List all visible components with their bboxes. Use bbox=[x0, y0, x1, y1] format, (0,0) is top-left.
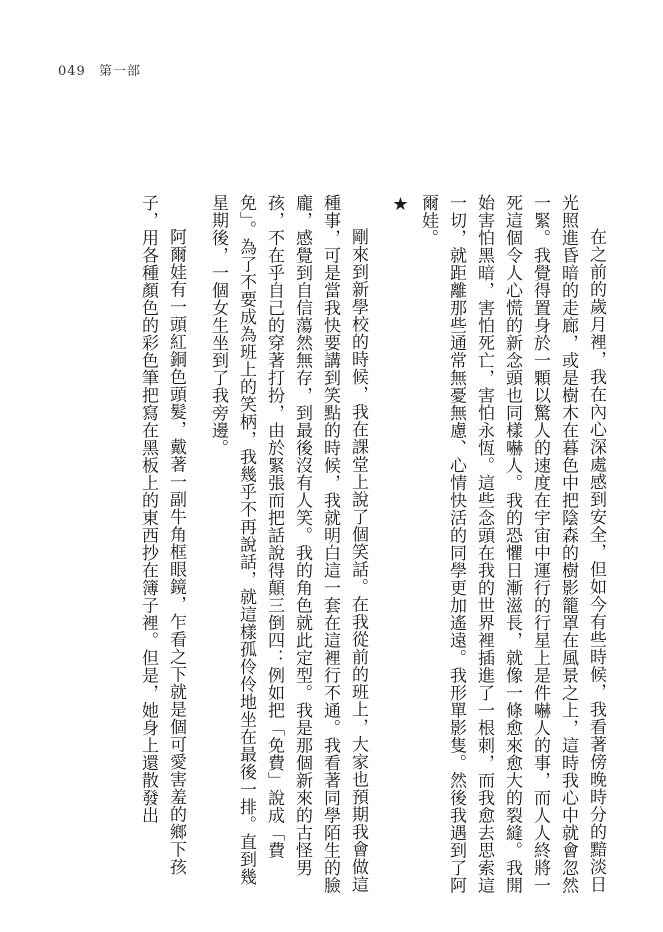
vertical-body-text bbox=[70, 194, 610, 894]
paragraph-2: 剛來到新學校的時候，我在課堂上說了個笑話。在我從前的班上，大家也預期我會做這種事，可是當我快要講到笑點的時候，我就明白這一套在這裡行不通。我看著同學陌生的臉龐，感覺到自信蕩然無存，到最後沒有人笑。我的角色就此定型。我是那個新來的古怪男孩，不在乎自己的穿著打扮，由於緊張而把話說得顛三倒四：例如把「免費」說成「費免」。為了不要成為班上的笑柄，我幾乎不再說話，就這樣孤伶伶地坐在最後一排。直到幾星期後，一個女生坐到了我旁邊。 bbox=[208, 194, 368, 894]
page-number: 049 bbox=[58, 64, 86, 79]
paragraph-1: 在之前的歲月裡，我在內心深處感到安全，但如今有些時候，我看著傍晚時分的黯淡日光照進昏暗的走廊，或是樹木在暮色中把陰森的樹影籠罩在風景之上，這時我心中就會忽然一緊。我覺得置身於一顆以驚人的速度在宇宙中運行的行星上是件嚇人的事，而人人終將一死這個令人心慌的新念頭也同樣嚇人。我的恐懼日漸滋長，就像一條愈來愈大的裂縫。我開始害怕黑暗，害怕死亡，害怕永恆。這些念頭在我的世界裡插進了一根刺，而我愈去思索這一切，就距離那些通常無憂無慮、心情快活的同學更加遙遠。我形單影隻。然後我遇到了阿爾娃。 bbox=[418, 194, 606, 894]
running-header bbox=[58, 60, 141, 79]
paragraph-3: 阿爾娃有一頭紅銅色頭髮，戴著一副牛角框眼鏡，乍看之下就是個可愛害羞的鄉下孩子，用各種顏色的彩色筆把寫在黑板上的東西抄在簿子裡。但是，她身上還散發出 bbox=[138, 194, 186, 876]
section-break-star: ★ bbox=[390, 194, 411, 216]
part-label: 第一部 bbox=[98, 64, 141, 79]
